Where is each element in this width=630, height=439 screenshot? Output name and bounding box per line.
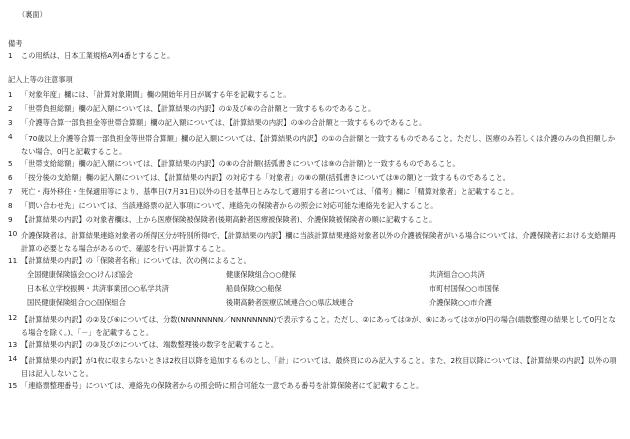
note-number: 2 [8, 104, 13, 113]
insurer-example: 共済組合○○共済 [429, 270, 485, 279]
note-number: 10 [8, 229, 18, 238]
notes-heading: 記入上等の注意事項 [8, 75, 73, 84]
note-text: 「対象年度」欄には、「計算対象期間」欄の開始年月日が属する年を記載すること。 [21, 90, 291, 99]
note-number: 6 [8, 173, 13, 182]
note-text: 「問い合わせ先」については、当該連絡票の記入事項について、連絡先の保険者からの照会に対応可能な連絡先を記入すること。 [21, 201, 438, 210]
note-text: 【計算結果の内訳】の「保険者名称」については、次の例によること。 [21, 256, 251, 265]
insurer-example: 国民健康保険組合○○国保組合 [27, 298, 126, 307]
note-text: 【計算結果の内訳】の対象者欄は、上から医療保険被保険者(後期高齢者医療被保険者)、介護保険被保険者の順に記載すること。 [21, 215, 437, 224]
note-text: 「介護等合算一部負担金等世帯合算額」欄の記入額については、【計算結果の内訳】の⑤の合計額と一致するものであること。 [21, 118, 427, 127]
note-number: 15 [8, 381, 18, 390]
insurer-example: 介護保険○○市介護 [429, 298, 492, 307]
page-side-label: （裏面） [18, 10, 47, 19]
note-text: 「連絡票整理番号」については、連絡先の保険者からの照会時に照合可能な一意である番号を計算保険者にて記載すること。 [21, 381, 424, 390]
note-text: 【計算結果の内訳】の②及び⑥については、分数(NNNNNNNN／NNNNNNNN)で表示すること。ただし、②にあっては③が、⑥にあっては⑦が0円の場合(端数整理の結果として0円となる場合を除く。)、「－」を記載すること。 [21, 315, 616, 337]
biko-heading: 備考 [8, 39, 23, 48]
insurer-example: 船員保険○○船保 [226, 284, 282, 293]
insurer-example: 市町村国保○○市国保 [429, 284, 500, 293]
note-text: 「世帯支給総額」欄の記入額については、【計算結果の内訳】の⑧の合計額(括弧書きについては⑨の合計額)と一致するものであること。 [21, 159, 460, 168]
note-number: 5 [8, 159, 13, 168]
insurer-example: 健康保険組合○○健保 [226, 270, 297, 279]
note-number: 8 [8, 201, 13, 210]
note-text: 【計算結果の内訳】の③及び⑦については、端数整理後の数字を記載すること。 [21, 340, 279, 349]
note-number: 12 [8, 313, 18, 322]
insurer-example: 日本私立学校振興・共済事業団○○私学共済 [27, 284, 169, 293]
note-number: 1 [8, 90, 13, 99]
note-number: 13 [8, 340, 18, 349]
note-text: 介護保険者は、計算結果連絡対象者の所得区分が特別所得Ⅰで、【計算結果の内訳】欄に当該計算結果連絡対象者以外の介護被保険者がいる場合については、介護保険者における支給額再計算の必要となる場合があるので、確認を行い再計算すること。 [21, 231, 616, 253]
insurer-example: 後期高齢者医療広域連合○○県広域連合 [226, 298, 354, 307]
note-number: 3 [8, 118, 13, 127]
biko-item-text: この用紙は、日本工業規格A列4番とすること。 [21, 51, 175, 60]
note-number: 9 [8, 215, 13, 224]
insurer-example: 全国健康保険協会○○けんぽ協会 [27, 270, 133, 279]
note-number: 7 [8, 187, 13, 196]
note-text: 死亡・海外移住・生保適用等により、基準日(7月31日)以外の日を基準日とみなして適用する者については、「備考」欄に「精算対象者」と記載すること。 [21, 187, 519, 196]
biko-item-number: 1 [8, 51, 13, 60]
note-text: 【計算結果の内訳】が1枚に収まらないときは2枚目以降を追加するものとし、「計」については、最終頁にのみ記入すること。また、2枚目以降については、【計算結果の内訳】以外の項目は記入しないこと。 [21, 356, 617, 378]
note-number: 11 [8, 256, 18, 265]
note-number: 14 [8, 354, 18, 363]
note-text: 「70歳以上介護等合算一部負担金等世帯合算額」欄の記入額については、【計算結果の内訳】の①の合計額と一致するものであること。ただし、医療のみ若しくは介護のみの負担額しかない場合、0円と記載すること。 [21, 134, 616, 156]
note-text: 「按分後の支給額」欄の記入額については、【計算結果の内訳】の対応する「対象者」の⑧の額(括弧書きについては⑨の額)と一致するものであること。 [21, 173, 510, 182]
note-number: 4 [8, 132, 13, 141]
note-text: 「世帯負担総額」欄の記入額については、【計算結果の内訳】の①及び⑥の合計額と一致するものであること。 [21, 104, 376, 113]
